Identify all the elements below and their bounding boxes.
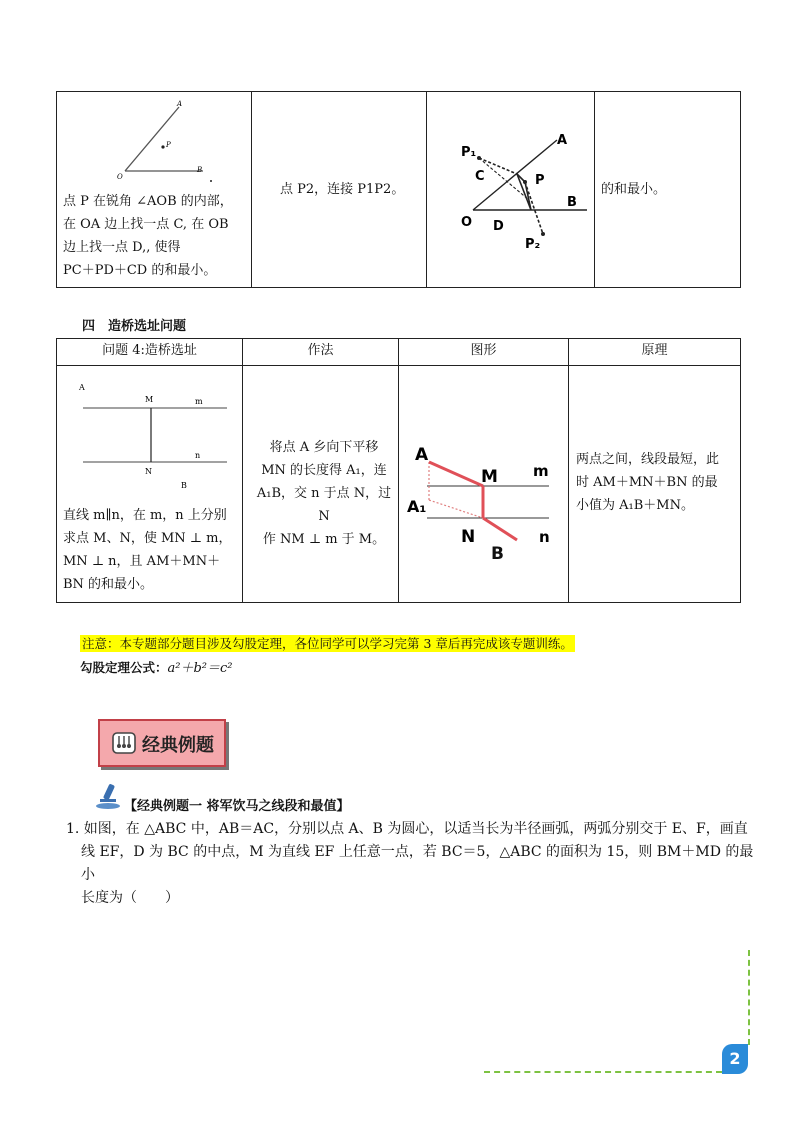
formula-line [80, 657, 233, 676]
example-title: 【经典例题一 将军饮马之线段和最值】 [124, 799, 350, 814]
method-text: 点 P2，连接 P1P2。 [280, 182, 405, 197]
fig-label-p1: P₁ [461, 145, 477, 160]
top-cell-figure [427, 92, 595, 288]
abacus-icon [112, 732, 136, 754]
fig-label-d: D [493, 219, 504, 234]
method-line-3: A₁B，交 n 于点 N，过 N [256, 486, 392, 524]
fig-label-n4: N [461, 527, 476, 544]
formula-text: a²＋b²＝c² [167, 661, 233, 676]
angle-aob-figure [113, 95, 233, 185]
question-line-1: 1. 如图，在 △ABC 中，AB＝AC，分别以点 A、B 为圆心，以适当长为半径画弧，两弧分别交于 E、F，画直 [66, 821, 748, 837]
section-title: 四 造桥选址问题 [82, 319, 187, 334]
fig-label-a: A [177, 100, 183, 108]
bridge-problem-line-3: MN ⊥ n，且 AM＋MN＋ [63, 554, 221, 569]
bridge-problem-line-1: 直线 m∥n，在 m，n 上分别 [63, 508, 227, 523]
fig-label-o2: O [461, 215, 473, 230]
margin-dashed-line [748, 950, 750, 1045]
header-principle: 原理 [569, 339, 741, 366]
reflection-figure [455, 122, 615, 272]
bridge-cell-figure [399, 366, 569, 603]
header-problem: 问题 4:造桥选址 [57, 339, 243, 366]
microscope-icon [94, 780, 124, 810]
fig-label-m-line: m [195, 397, 203, 406]
principle-line-1: 两点之间，线段最短，此 [576, 452, 720, 467]
fig-label-b2: B [567, 195, 577, 210]
fig-label-b3: B [181, 481, 187, 490]
problem-line-4: PC＋PD＋CD 的和最小。 [63, 263, 217, 278]
fig-label-p: P [166, 141, 171, 149]
problem-line-1: 点 P 在锐角 ∠AOB 的内部， [63, 194, 233, 209]
fig-label-c: C [475, 169, 485, 184]
fig-label-b: B [197, 166, 203, 174]
method-line-2: MN 的长度得 A₁，连 [261, 463, 387, 478]
bridge-cell-principle [569, 366, 741, 603]
pythagoras-note: 注意：本专题部分题目涉及勾股定理，各位同学可以学习完第 3 章后再完成该专题训练。 [82, 636, 573, 651]
header-figure: 图形 [399, 339, 569, 366]
question-block [66, 818, 756, 910]
bridge-table [56, 338, 741, 603]
bridge-solution-figure [403, 414, 563, 544]
page-number: 2 [722, 1044, 748, 1074]
question-line-3: 长度为（ ） [81, 890, 179, 906]
fig-label-m-line4: m [533, 462, 549, 480]
question-line-2: 线 EF，D 为 BC 的中点，M 为直线 EF 上任意一点，若 BC＝5，△ABC 的面积为 15，则 BM＋MD 的最小 [81, 844, 754, 883]
problem-line-3: 边上找一点 D,, 使得 [63, 240, 181, 255]
fig-label-n-line: n [195, 451, 201, 460]
method-line-1: 将点 A 乡向下平移 [269, 440, 379, 455]
bridge-problem-figure [73, 374, 233, 499]
bridge-cell-method [243, 366, 399, 603]
top-cell-problem [57, 92, 252, 288]
problem-line-2: 在 OA 边上找一点 C, 在 OB [63, 217, 229, 232]
fig-label-n: N [145, 467, 152, 476]
fig-label-a1: A₁ [407, 497, 427, 516]
badge-label: 经典例题 [142, 735, 214, 756]
method-line-4: 作 NM ⊥ m 于 M。 [262, 532, 386, 547]
fig-label-p2: P₂ [525, 237, 541, 252]
bridge-problem-line-4: BN 的和最小。 [63, 577, 154, 592]
fig-label-n-line4: n [539, 528, 550, 544]
fig-label-o: O [117, 173, 123, 181]
fig-label-p: P [535, 173, 545, 188]
top-cell-principle [595, 92, 741, 288]
principle-line-2: 时 AM＋MN＋BN 的最 [576, 475, 718, 490]
fig-label-a2: A [557, 133, 568, 148]
fig-label-m4: M [481, 467, 498, 487]
top-cell-method [252, 92, 427, 288]
principle-text-top: 的和最小。 [601, 182, 667, 197]
principle-line-3: 小值为 A₁B＋MN。 [576, 498, 694, 513]
top-table [56, 91, 741, 288]
bridge-problem-line-2: 求点 M、N，使 MN ⊥ m， [63, 531, 232, 546]
fig-label-a4: A [415, 445, 429, 465]
formula-label: 勾股定理公式： [80, 660, 168, 675]
classic-example-badge [98, 719, 226, 767]
footer-dashed-line [484, 1071, 722, 1073]
fig-label-m: M [145, 395, 154, 404]
bridge-cell-problem [57, 366, 243, 603]
fig-label-a3: A [79, 383, 85, 392]
header-method: 作法 [243, 339, 399, 366]
fig-label-b4: B [491, 544, 504, 564]
